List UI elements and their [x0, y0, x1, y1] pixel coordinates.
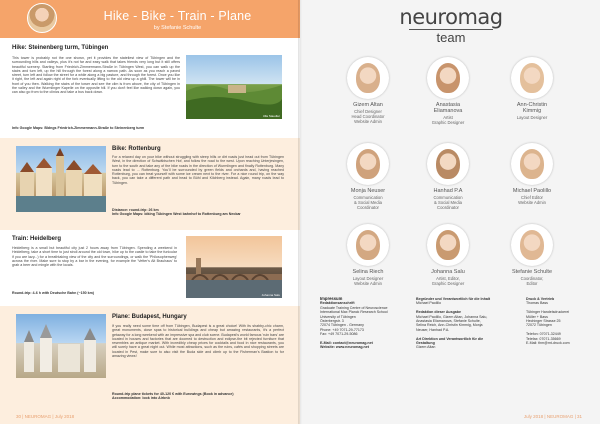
- member-photo: [347, 224, 389, 266]
- member-face: [520, 63, 544, 93]
- train-photo: [186, 236, 282, 298]
- member-name: Anastasia Eliamanova: [433, 102, 463, 115]
- member-name: Ann-Christin Kimmig: [516, 102, 548, 115]
- imprint-col-2: [416, 297, 520, 350]
- member-name: Hanhad P.A: [433, 188, 463, 194]
- imprint-line: Art Direktion und Verantwortlich für die: [416, 336, 484, 341]
- imprint-line: Redaktion dieser Ausgabe: [416, 310, 462, 315]
- imprint-line: 72072 Tübingen: [526, 323, 552, 328]
- member-photo: [427, 57, 469, 99]
- member-role: Chief Editor Website Admin: [518, 195, 546, 206]
- imprint-line: Fax: +49 7071-29-5086: [320, 332, 358, 337]
- section-title: Hike: Steinenberg turm, Tübingen: [12, 45, 109, 51]
- imprint-line: Telefon: 07071-32449: [526, 332, 561, 337]
- section-train: [0, 230, 300, 306]
- member-role: Artist Graphic Designer: [431, 115, 465, 126]
- member-role: Layout Designer Website Admin: [352, 276, 384, 287]
- imprint-line: Hechinger Strasse 25: [526, 319, 561, 324]
- member-role: Layout Designer: [516, 115, 548, 121]
- member-face: [356, 63, 380, 93]
- page-header: [0, 0, 300, 38]
- imprint-line: International Max Planck Research School: [320, 310, 388, 315]
- photo-credit: Ulla Staudler: [262, 114, 280, 118]
- section-title: Bike: Rottenburg: [112, 146, 161, 152]
- member-face: [520, 230, 544, 260]
- imprint-line: Graduate Training Centre of Neuroscience: [320, 305, 388, 310]
- imprint-col-1: [320, 297, 408, 350]
- page-footer-right: July 2018 | NEUROMAG | 31: [523, 414, 582, 419]
- member-role: Communication & Social Media Coordinator: [353, 195, 383, 211]
- member-face: [436, 230, 460, 260]
- member-face: [520, 149, 544, 179]
- logo-subtitle: team: [436, 30, 466, 45]
- imprint-line: E-Mail: contact@neuromag.net: [320, 341, 373, 346]
- hike-photo: [186, 55, 282, 119]
- imprint-line: E-Mail: thm@mt-druck.com: [526, 341, 570, 346]
- imprint-lines-3: [526, 297, 596, 345]
- section-bike: [0, 138, 300, 230]
- imprint-line: University of Tübingen: [320, 314, 356, 319]
- page-footer-left: 30 | NEUROMAG | July 2018: [16, 414, 75, 419]
- imprint-line: 72074 Tübingen - Germany: [320, 323, 364, 328]
- imprint-line: Druck & Vertrieb: [526, 297, 555, 301]
- section-info: Distance: round-trip: 26 km Info Google Maps: biking Tübingen West bahnhof to Rottenburg am Neckar: [112, 208, 241, 217]
- imprint-heading: Impressum: [320, 296, 343, 301]
- imprint-line: Thomas Bass: [526, 301, 548, 306]
- right-page: [300, 0, 600, 424]
- logo-text: neuromag: [399, 5, 503, 29]
- section-text: If you really need some time off from Tübingen, Budapest is a great choice! With its shabby-chic charm, great monuments, close spas to historical buildings and cheap but amazing restaurants, it's a perfect getaway for a long weekend with an impressive spa and club scene. Budapest's world famous 'ruin bars' are located in houses and factories that are doomed to destruction and eclipse-the bit rejected furniture that resembles an antique market. With incredibly cheap prices for cocktails and food in nice restaurants, you will surely have a great night out. While most attractions, such as the ruins, cafés and shopping streets are located in Pest, make sure to also visit the Buda side and climb up to the Fisherman's Bastion to for amazing views!: [112, 324, 284, 359]
- member-photo: [511, 143, 553, 185]
- section-title: Plane: Budapest, Hungary: [112, 314, 187, 320]
- member-role: Artist, Editor, Graphic Designer: [431, 276, 465, 287]
- member-photo: [511, 224, 553, 266]
- section-text: For a relaxed day on your bike without struggling with steep hills or dirt roads just head out from Tübingen West, in the direction of Schwäbischen Hof, and follow the road to the west. Upon reaching Unterjesingen, turn to the south and take any of the bike roads in the direction of Wurmlingen and finally Rottenburg. Many roads lead to ... Rottenburg. You'll be surrounded by green fields and orchards and, having reached Rottenburg, you can treat yourself with some ice cream next to the river. For a nice round trip, on the way back, you can take a different path and head to Bühl and Kilchberg instead. Again, many roads lead to Tübingen.: [112, 155, 284, 185]
- member-photo: [427, 224, 469, 266]
- member-face: [436, 63, 460, 93]
- imprint-line: Anastasia Eliamanova, Stefanie Schulte,: [416, 319, 481, 324]
- section-plane: [0, 306, 300, 424]
- imprint-line: Phone: +49 7071-29-77173: [320, 327, 364, 332]
- bike-photo: [16, 146, 106, 212]
- member-name: Monja Neuser: [350, 188, 386, 194]
- member-name: Michael Paolillo: [512, 188, 552, 194]
- page-title: Hike - Bike - Train - Plane: [103, 9, 252, 23]
- imprint-line: Gizem Altan: [416, 345, 436, 350]
- member-role: Communication & Social Media Coordinator: [433, 195, 463, 211]
- member-photo: [347, 57, 389, 99]
- section-info: Round-trip: 4-6 h with Deutsche Bahn (~150 km): [12, 291, 94, 295]
- member-name: Selina Riech: [352, 269, 384, 275]
- imprint-line: Tübinger Handelsdruckerei: [526, 310, 570, 315]
- member-role: Chief Designer Head Coordinator Website Admin: [351, 109, 385, 125]
- page-subtitle: by Stefanie Schulte: [153, 25, 202, 31]
- member-name: Stefanie Schulte: [511, 269, 553, 275]
- author-avatar: [27, 3, 57, 33]
- section-hike: [0, 38, 300, 138]
- section-text: Heidelberg is a small but beautiful city just 2 hours away from Tübingen. Spending a weekend in Heidelberg, take a short time to just stroll around the old town, hike up to the castle to take the funicular if you are lazy...) for a breathtaking view of the city and the surroundings, or walk the 'Philosophenweg' across the river. Make sure to stop by a bar in the evening, for example the 'Vetter's Alt Brauhaus' to grab a beer and mingle with the locals.: [12, 246, 177, 268]
- member-photo: [347, 143, 389, 185]
- member-name: Johanna Salu: [431, 269, 465, 275]
- member-face: [436, 149, 460, 179]
- imprint-lines-2: [416, 297, 520, 350]
- imprint-line: Neuser, Hanhad P.A.: [416, 327, 450, 332]
- page-gutter: [298, 0, 302, 424]
- member-role: Coordinator, Editor: [520, 276, 544, 287]
- member-photo: [427, 143, 469, 185]
- member-name: Gizem Altan: [353, 102, 383, 108]
- plane-photo: [16, 314, 106, 378]
- imprint-col-3: [526, 297, 596, 345]
- section-text: This tower is probably not the one shown, yet it provides the stateliest view of Tübingen and the surrounding hills and valleys, plus it's not far and easy walk that takes friends very long but it still offers beautiful scenery. Starting from Friedrich-Zimmermann-Straße in Tübingen West, you can walk up the stairs and turn left, up the hill through the forest along a narrow path. As soon as you reach a paved street, turn left and follow the street for a while along a big pasture, and through the forest. Once you like it right, the left and again right of the fork eventually lifting to the old view up a ghill. The tower will be in front of you then. Walking the stairs of the tower and see the clim is from above, the city of Tübingen in the valley and the Wurmlinger Kapelle on the opposite hill. If you don't feel like walking down again, you can also go from to the clinics and take a bus back down.: [12, 56, 180, 95]
- imprint-line: Gestaltung: [416, 341, 435, 346]
- imprint-line: Müller + Bass: [526, 314, 548, 319]
- imprint-line: Michael Paolillo, Gizem Altan, Johanna Salu,: [416, 314, 488, 319]
- member-face: [356, 149, 380, 179]
- imprint-line: Michael Paolillo: [416, 301, 441, 306]
- photo-credit: Johanna Salu: [261, 293, 280, 297]
- section-info: Round-trip plane tickets for 40-120 € with Eurowings (Book in advance) Accommodation: look into Airbnb: [112, 392, 234, 401]
- imprint-line: Selina Reich, Ann-Christin Kimmig, Monja: [416, 323, 483, 328]
- imprint-line: Redaktionsanschrift: [320, 301, 355, 306]
- section-info: Info Google Maps: Bldngs Friedrich-Zimmermann-Straße to Steinenberg turm: [12, 126, 145, 130]
- imprint-line: Österbergstr. 3: [320, 319, 344, 324]
- imprint-line: Telefax: 07071-35669: [526, 336, 561, 341]
- member-photo: [511, 57, 553, 99]
- imprint-line: Website: www.neuromag.net: [320, 345, 369, 350]
- imprint-line: Begründer und Verantwortlich für die Inhalt: [416, 297, 491, 301]
- member-face: [356, 230, 380, 260]
- imprint-lines-1: [320, 301, 408, 349]
- neuromag-logo: [395, 5, 507, 49]
- section-title: Train: Heidelberg: [12, 236, 62, 242]
